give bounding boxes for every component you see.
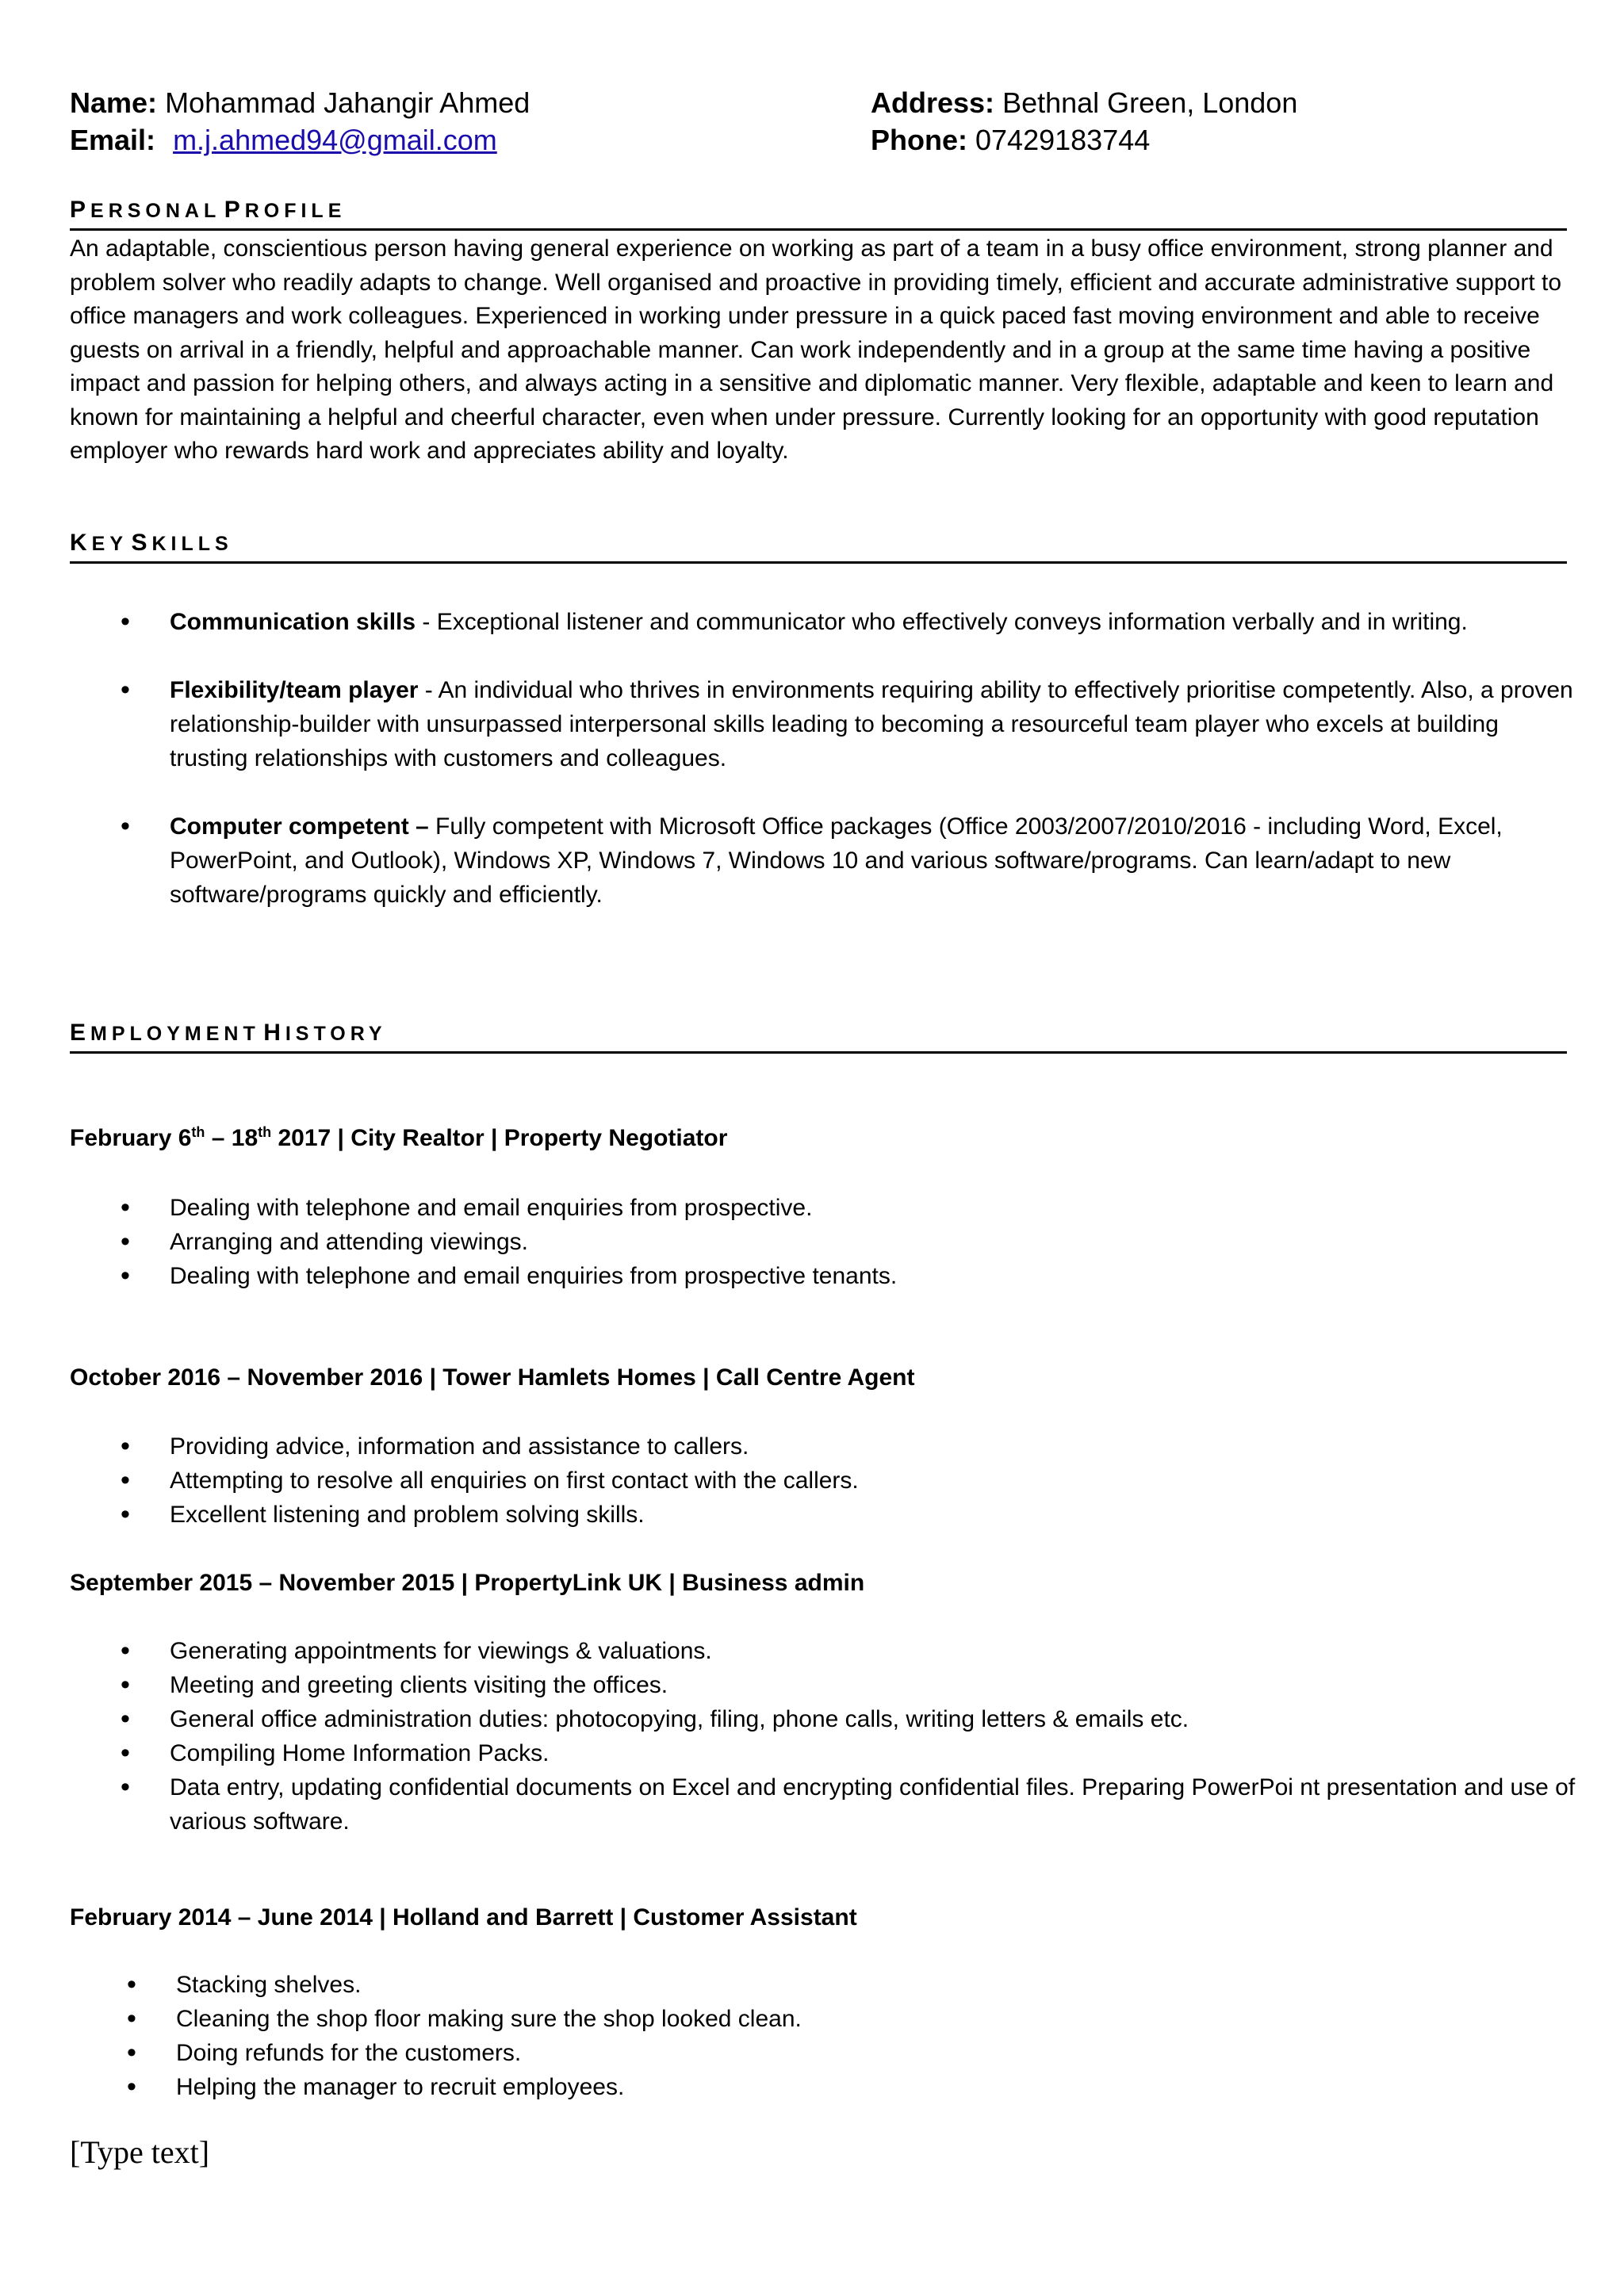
name-line <box>70 84 530 122</box>
footer-placeholder-text: [Type text] <box>70 2134 210 2170</box>
list-item <box>70 809 1576 912</box>
job-duties-list <box>70 1429 1576 1532</box>
list-item: • Stacking shelves. <box>76 1968 1583 2002</box>
section-heading-personal-profile <box>70 197 1567 231</box>
heading-cap: P <box>224 197 245 223</box>
list-item: • Meeting and greeting clients visiting the offices. <box>70 1668 1576 1702</box>
list-item: • Generating appointments for viewings & valuations. <box>70 1634 1576 1668</box>
job-title-holland-barrett: February 2014 – June 2014 | Holland and Barrett | Customer Assistant <box>70 1904 857 1931</box>
name-label: Name: <box>70 86 158 119</box>
heading-cap: E <box>70 1020 91 1046</box>
list-item: • Attempting to resolve all enquiries on first contact with the callers. <box>70 1464 1576 1498</box>
heading-text: MPLOYMENT <box>90 1023 260 1045</box>
section-heading-key-skills <box>70 530 1567 564</box>
email-link[interactable]: m.j.ahmed94@gmail.com <box>173 124 497 156</box>
address-value: Bethnal Green, London <box>1002 86 1298 119</box>
heading-text: ISTORY <box>285 1023 387 1045</box>
phone-value: 07429183744 <box>975 124 1151 156</box>
list-item: • Providing advice, information and assistance to callers. <box>70 1429 1576 1464</box>
list-item: • Cleaning the shop floor making sure the shop looked clean. <box>76 2002 1583 2036</box>
job-title-city-realtor <box>70 1122 727 1155</box>
heading-cap: S <box>131 530 152 556</box>
list-item <box>70 605 1576 639</box>
list-item: • Dealing with telephone and email enquiries from prospective tenants. <box>70 1259 1576 1293</box>
job-title-part: 2017 | City Realtor | Property Negotiator <box>271 1125 728 1151</box>
list-item: • Excellent listening and problem solving skills. <box>70 1498 1576 1532</box>
list-item: • Compiling Home Information Packs. <box>70 1736 1576 1770</box>
job-title-part: February 6 <box>70 1125 192 1151</box>
list-item: • Helping the manager to recruit employees. <box>76 2070 1583 2104</box>
job-title-tower-hamlets: October 2016 – November 2016 | Tower Hamlets Homes | Call Centre Agent <box>70 1364 915 1391</box>
skill-text: - An individual who thrives in environments requiring ability to effectively prioritise competently. Also, a proven relationship-builder with unsurpassed interpersonal skills leading to becoming a resourceful team player who excels at building trusting relationships with customers and colleagues. <box>170 677 1573 771</box>
email-line <box>70 121 497 159</box>
skill-label: Flexibility/team player <box>170 677 419 703</box>
job-duties-list <box>70 1191 1576 1293</box>
heading-text: EY <box>91 533 128 555</box>
list-item <box>70 673 1576 775</box>
heading-cap: H <box>263 1020 285 1046</box>
ordinal-suffix: th <box>191 1124 205 1140</box>
job-duties-list <box>76 1968 1583 2104</box>
phone-label: Phone: <box>871 124 967 156</box>
skill-label: Communication skills <box>170 609 416 635</box>
ordinal-suffix: th <box>258 1124 272 1140</box>
job-duties-list <box>70 1634 1576 1839</box>
job-title-propertylink: September 2015 – November 2015 | PropertyLink UK | Business admin <box>70 1570 865 1596</box>
list-item: • General office administration duties: photocopying, filing, phone calls, writing letters & emails etc. <box>70 1702 1576 1736</box>
skills-list <box>70 605 1576 946</box>
skill-text: Fully competent with Microsoft Office packages (Office 2003/2007/2010/2016 - including Word, Excel, PowerPoint, and Outlook), Windows XP, Windows 7, Windows 10 and various software/programs. Can learn/adapt to new software/programs quickly and efficiently. <box>170 813 1503 908</box>
heading-text: ERSONAL <box>90 200 221 222</box>
list-item: • Arranging and attending viewings. <box>70 1225 1576 1259</box>
name-value: Mohammad Jahangir Ahmed <box>165 86 530 119</box>
phone-line <box>871 121 1150 159</box>
heading-text: KILLS <box>151 533 233 555</box>
address-label: Address: <box>871 86 995 119</box>
skill-text: - Exceptional listener and communicator who effectively conveys information verbally and in writing. <box>416 609 1468 635</box>
heading-cap: P <box>70 197 91 223</box>
job-title-part: – 18 <box>205 1125 259 1151</box>
email-label: Email: <box>70 124 156 156</box>
list-item: • Dealing with telephone and email enquiries from prospective. <box>70 1191 1576 1225</box>
profile-paragraph: An adaptable, conscientious person having general experience on working as part of a team in a busy office environment, strong planner and problem solver who readily adapts to change. Well organised and proactive in providing timely, efficient and accurate administrative support to office managers and work colleagues. Experienced in working under pressure in a quick paced fast moving environment and able to receive guests on arrival in a friendly, helpful and approachable manner. Can work independently and in a group at the same time having a positive impact and passion for helping others, and always acting in a sensitive and diplomatic manner. Very flexible, adaptable and keen to learn and known for maintaining a helpful and cheerful character, even when under pressure. Currently looking for an opportunity with good reputation employer who rewards hard work and appreciates ability and loyalty. <box>70 235 1562 464</box>
list-item: • Doing refunds for the customers. <box>76 2036 1583 2070</box>
section-heading-employment-history <box>70 1020 1567 1054</box>
address-line <box>871 84 1297 122</box>
skill-label: Computer competent – <box>170 813 429 840</box>
heading-text: ROFILE <box>244 200 347 222</box>
heading-cap: K <box>70 530 92 556</box>
list-item: • Data entry, updating confidential documents on Excel and encrypting confidential files. Preparing PowerPoi nt presentation and use of various software. <box>70 1770 1576 1839</box>
